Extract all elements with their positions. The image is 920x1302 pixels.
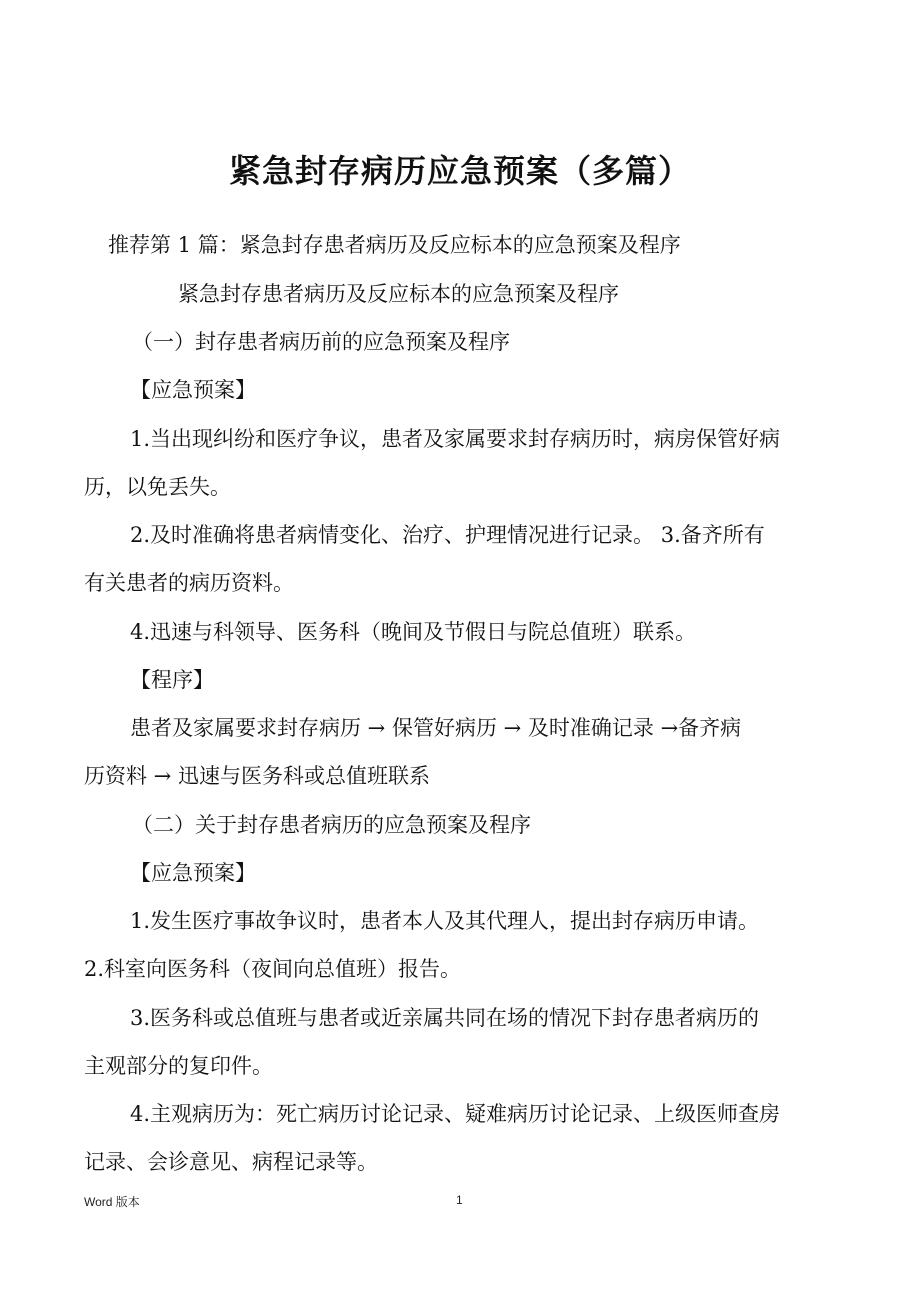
paragraph-line: 2.科室向医务科（夜间向总值班）报告。 bbox=[84, 957, 462, 981]
section-two-heading: （二）关于封存患者病历的应急预案及程序 bbox=[132, 813, 531, 837]
emergency-plan-label-2: 【应急预案】 bbox=[130, 861, 256, 885]
paragraph-line: 4.主观病历为：死亡病历讨论记录、疑难病历讨论记录、上级医师查房 bbox=[130, 1102, 781, 1126]
procedure-label: 【程序】 bbox=[130, 668, 214, 692]
paragraph-line: 2.及时准确将患者病情变化、治疗、护理情况进行记录。 3.备齐所有 bbox=[130, 523, 765, 547]
paragraph-line: 历，以免丢失。 bbox=[84, 475, 231, 499]
paragraph-line: 3.医务科或总值班与患者或近亲属共同在场的情况下封存患者病历的 bbox=[130, 1006, 760, 1030]
paragraph-line: 记录、会诊意见、病程记录等。 bbox=[84, 1150, 378, 1174]
paragraph-line: 4.迅速与科领导、医务科（晚间及节假日与院总值班）联系。 bbox=[130, 620, 697, 644]
section-one-heading: （一）封存患者病历前的应急预案及程序 bbox=[132, 330, 510, 354]
page-number: 1 bbox=[456, 1193, 463, 1207]
section-subtitle: 紧急封存患者病历及反应标本的应急预案及程序 bbox=[178, 282, 619, 306]
document-title: 紧急封存病历应急预案（多篇） bbox=[228, 152, 691, 190]
procedure-flow-line: 历资料 → 迅速与医务科或总值班联系 bbox=[84, 764, 430, 788]
paragraph-line: 1.发生医疗事故争议时，患者本人及其代理人，提出封存病历申请。 bbox=[130, 909, 760, 933]
paragraph-line: 1.当出现纠纷和医疗争议，患者及家属要求封存病历时，病房保管好病 bbox=[130, 427, 781, 451]
paragraph-line: 主观部分的复印件。 bbox=[84, 1054, 273, 1078]
emergency-plan-label-1: 【应急预案】 bbox=[130, 378, 256, 402]
footer-label: Word 版本 bbox=[84, 1195, 140, 1209]
paragraph-line: 有关患者的病历资料。 bbox=[84, 571, 294, 595]
recommend-heading: 推荐第 1 篇：紧急封存患者病历及反应标本的应急预案及程序 bbox=[108, 233, 681, 257]
procedure-flow-line: 患者及家属要求封存病历 → 保管好病历 → 及时准确记录 →备齐病 bbox=[130, 716, 742, 740]
